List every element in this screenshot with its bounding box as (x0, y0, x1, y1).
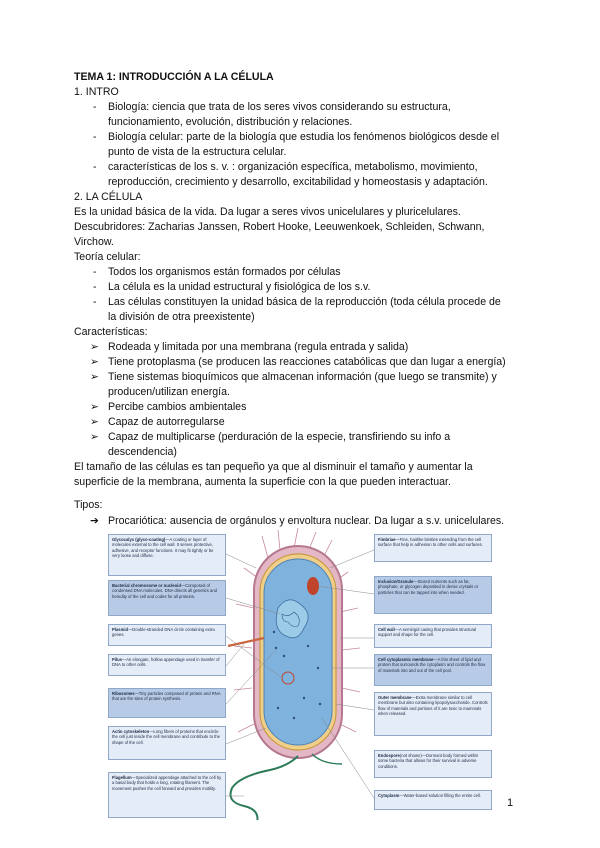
label-cytoplasm: Cytoplasm—Water-based solution filling the entire cell. (374, 790, 492, 810)
list-item: Percibe cambios ambientales (108, 401, 247, 413)
dash-bullet: - (93, 161, 97, 173)
cell-theory-heading: Teoría celular: (74, 251, 141, 263)
size-paragraph: El tamaño de las células es tan pequeño ya que al disminuir el tamaño y aumentar la (74, 461, 473, 473)
page-number: 1 (507, 797, 514, 809)
list-item: Capaz de multiplicarse (perduración de la especie, transfiriendo su info a (108, 431, 451, 443)
list-item-cont: descendencia) (108, 446, 177, 458)
cell-definition: Es la unidad básica de la vida. Da lugar a seres vivos unicelulares y pluricelulares. (74, 206, 461, 218)
section-intro-heading: 1. INTRO (74, 86, 119, 98)
arrowhead-bullet-icon: ➢ (90, 401, 99, 413)
list-item-cont: producen/utilizan energía. (108, 386, 230, 398)
list-item: La célula es la unidad estructural y fisiológica de los s.v. (108, 281, 371, 293)
list-item: características de los s. v. : organización específica, metabolismo, movimiento, (108, 161, 478, 173)
size-paragraph-cont: superficie de la membrana, aumenta la superficie con la que pueden interactuar. (74, 476, 451, 488)
types-heading: Tipos: (74, 499, 103, 511)
inclusion-granule (307, 577, 319, 595)
arrow-bullet-icon: ➔ (90, 515, 99, 527)
characteristics-heading: Características: (74, 326, 148, 338)
list-item: Procariótica: ausencia de orgánulos y envoltura nuclear. Da lugar a s.v. unicelulares. (108, 515, 505, 527)
list-item: Biología: ciencia que trata de los seres vivos considerando su estructura, (108, 101, 451, 113)
dash-bullet: - (93, 131, 97, 143)
label-ribosomes: Ribosomes—Tiny particles composed of protein and RNA that are the sites of protein synthesis. (108, 688, 226, 718)
list-item: Biología celular: parte de la biología que estudia los fenómenos biológicos desde el (108, 131, 500, 143)
arrowhead-bullet-icon: ➢ (90, 431, 99, 443)
list-item: Rodeada y limitada por una membrana (regula entrada y salida) (108, 341, 409, 353)
label-actin-cytoskeleton: Actin cytoskeleton—Long fibers of proteins that encircle the cell just inside the cell membrane and contribute to the shape of the cell. (108, 726, 226, 760)
label-outer-membrane: Outer membrane—Extra membrane similar to cell membrane but also containing lipopolysaccharide. Controls flow of materials and portions of it are toxic to mammals when released. (374, 692, 492, 736)
list-item: Tiene protoplasma (se producen las reacciones catabólicas que dan lugar a energía) (108, 356, 506, 368)
label-cell-membrane: Cell cytoplasmic membrane—A thin sheet of lipid and protein that surrounds the cytoplasm and controls the flow of materials into and out of the cell pool. (374, 654, 492, 686)
discoverers-line: Descubridores: Zacharias Janssen, Robert Hooke, Leeuwenkoek, Schleiden, Schwann, (74, 221, 485, 233)
page-title: TEMA 1: INTRODUCCIÓN A LA CÉLULA (74, 71, 274, 83)
label-pilus: Pilus—An elongate, hollow appendage used in transfer of DNA to other cells. (108, 654, 226, 676)
label-nucleoid: Bacterial chromosome or nucleoid—Composed of condensed DNA molecules. DNA directs all genetics and heredity of the cell and codes for all proteins. (108, 580, 226, 616)
label-cell-wall: Cell wall—A semirigid casing that provides structural support and shape for the cell. (374, 624, 492, 648)
discoverers-line-cont: Virchow. (74, 236, 114, 248)
prokaryotic-cell-diagram (108, 528, 492, 820)
arrowhead-bullet-icon: ➢ (90, 356, 99, 368)
section-cell-heading: 2. LA CÉLULA (74, 191, 143, 203)
label-flagellum: Flagellum—Specialized appendage attached to the cell by a basal body that holds a long, rotating filament. The movement pushes the cell forward and provides motility. (108, 772, 226, 818)
list-item: Capaz de autorregularse (108, 416, 225, 428)
list-item-cont: reproducción, crecimiento y desarrollo, excitabilidad y homeostasis y adaptación. (108, 176, 488, 188)
dash-bullet: - (93, 266, 97, 278)
list-item-cont: la división de otra preexistente) (108, 311, 255, 323)
label-inclusion: Inclusion/Granule—Stored nutrients such as fat, phosphate, or glycogen deposited in dense crystals or particles that can be tapped into when needed. (374, 576, 492, 614)
dash-bullet: - (93, 296, 97, 308)
list-item: Todos los organismos están formados por células (108, 266, 341, 278)
label-plasmid: Plasmid—Double-stranded DNA circle containing extra genes. (108, 624, 226, 646)
dash-bullet: - (93, 101, 97, 113)
flagellum (231, 756, 299, 820)
list-item-cont: funcionamiento, evolución, distribución y relaciones. (108, 116, 353, 128)
list-item-cont: punto de vista de la estructura celular. (108, 146, 287, 158)
arrowhead-bullet-icon: ➢ (90, 371, 99, 383)
list-item: Las células constituyen la unidad básica de la reproducción (toda célula procede de (108, 296, 501, 308)
arrowhead-bullet-icon: ➢ (90, 416, 99, 428)
label-endospore: Endospore(not shown)—Dormant body formed within some bacteria that allows for their survival in adverse conditions. (374, 750, 492, 778)
label-glycocalyx: Glycocalyx (glyco-coating)—A coating or layer of molecules external to the cell wall. It serves protective, adhesive, and receptor functions. It may fit tightly or be very loose and diffuse. (108, 534, 226, 576)
arrowhead-bullet-icon: ➢ (90, 341, 99, 353)
list-item: Tiene sistemas bioquímicos que almacenan información (que luego se transmite) y (108, 371, 497, 383)
label-fimbriae: Fimbriae—Fine, hairlike bristles extending from the cell surface that help in adhesion to other cells and surfaces. (374, 534, 492, 562)
dash-bullet: - (93, 281, 97, 293)
